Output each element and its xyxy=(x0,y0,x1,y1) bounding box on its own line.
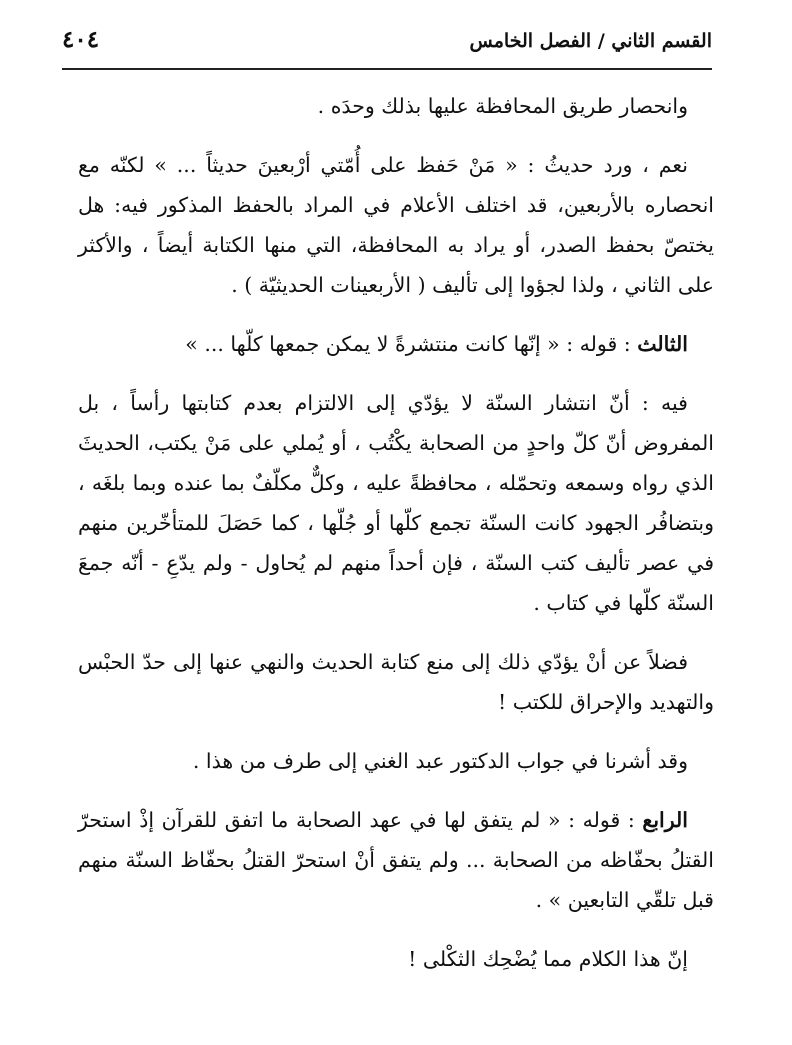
paragraph-1 xyxy=(78,86,714,126)
paragraph-text: وقد أشرنا في جواب الدكتور عبد الغني إلى طرف من هذا . xyxy=(192,749,688,773)
page-body xyxy=(78,86,714,987)
header-divider xyxy=(62,68,712,70)
paragraph-third-point xyxy=(78,324,714,364)
paragraph-text: فضلاً عن أنْ يؤدّي ذلك إلى منع كتابة الحديث والنهي عنها إلى حدّ الحبْس والتهديد والإحراق للكتب ! xyxy=(78,650,714,714)
section-label: الثالث xyxy=(637,332,688,356)
paragraph-text: : قوله : « إنّها كانت منتشرةً لا يمكن جمعها كلّها ... » xyxy=(185,332,631,356)
paragraph-4 xyxy=(78,383,714,623)
paragraph-text: وانحصار طريق المحافظة عليها بذلك وحدَه . xyxy=(317,94,688,118)
paragraph-text: إنّ هذا الكلام مما يُضْحِك الثكْلى ! xyxy=(408,947,688,971)
paragraph-5 xyxy=(78,642,714,722)
running-header xyxy=(62,22,712,64)
paragraph-6 xyxy=(78,741,714,781)
paragraph-8 xyxy=(78,939,714,979)
section-label: الرابع xyxy=(642,808,688,832)
chapter-title: القسم الثاني / الفصل الخامس xyxy=(469,30,712,52)
paragraph-text: نعم ، ورد حديثُ : « مَنْ حَفظ على أُمّتي أرْبعينَ حديثاً ... » لكنّه مع انحصاره بالأربعين، قد اختلف الأعلام في المراد بالحفظ المذكور فيه: هل يختصّ بحفظ الصدر، أو يراد به المحافظة، التي منها الكتابة أيضاً ، والأكثر على الثاني ، ولذا لجؤوا إلى تأليف ( الأربعينات الحديثيّة ) . xyxy=(78,153,714,297)
page-number: ٤٠٤ xyxy=(62,26,100,53)
paragraph-text: فيه : أنّ انتشار السنّة لا يؤدّي إلى الالتزام بعدم كتابتها رأساً ، بل المفروض أنّ كلّ واحدٍ من الصحابة يكْتُب ، أو يُملي على مَنْ يكتب، الحديثَ الذي رواه وسمعه وتحمّله ، محافظةً عليه ، وكلٌّ مكلّفٌ بما عنده وبما بلغَه ، وبتضافُر الجهود كانت السنّة تجمع كلّها أو جُلّها ، كما حَصَلَ للمتأخّرين منهم في عصر تأليف كتب السنّة ، فإن أحداً منهم لم يُحاول - ولم يدّعِ - أنّه جمعَ السنّة كلّها في كتاب . xyxy=(78,391,714,615)
paragraph-fourth-point xyxy=(78,800,714,920)
paragraph-text: : قوله : « لم يتفق لها في عهد الصحابة ما اتفق للقرآن إذْ استحرّ القتلُ بحفّاظه من الصحابة ... ولم يتفق أنْ استحرّ القتلُ بحفّاظ السنّة منهم قبل تلقّي التابعين » . xyxy=(78,808,714,912)
paragraph-2 xyxy=(78,145,714,305)
